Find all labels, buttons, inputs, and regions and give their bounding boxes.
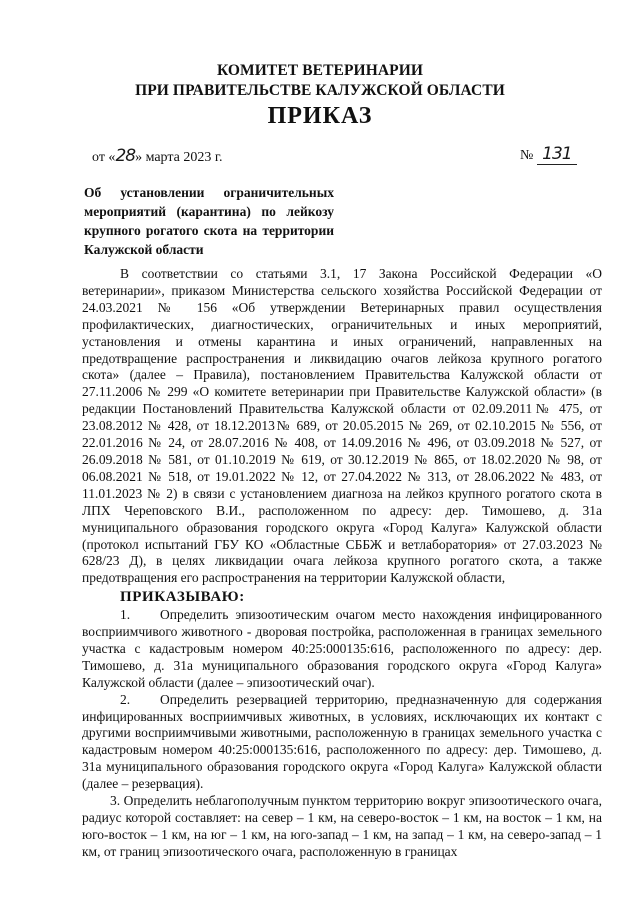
order-date	[92, 146, 223, 166]
org-name-line-1: КОМИТЕТ ВЕТЕРИНАРИИ	[216, 62, 424, 79]
item-text: Определить неблагополучным пунктом территорию вокруг эпизоотического очага, радиус которой составляет: на север – 1 км, на северо-восток – 1 км, на восток – 1 км, на юго-восток – 1 км, на юг – 1 км, на юго-запад – 1 км, на запад – 1 км, на северо-запад – 1 км, от границ эпизоотического очага, расположенную в границах	[82, 793, 603, 859]
number-label: №	[520, 148, 534, 163]
order-item-3	[82, 793, 602, 861]
order-item-1	[82, 607, 602, 692]
item-number: 1.	[120, 607, 131, 623]
date-day-handwritten: 28	[115, 146, 136, 166]
org-name-line-2: ПРИ ПРАВИТЕЛЬСТВЕ КАЛУЖСКОЙ ОБЛАСТИ	[135, 82, 505, 99]
preamble-paragraph: В соответствии со статьями 3.1, 17 Закона Российской Федерации «О ветеринарии», приказом Министерства сельского хозяйства Российской Федерации от 24.03.2021 № 156 «Об утверждении Ветеринарных правил осуществления профилактических, диагностических, ограничительных и иных мероприятий, установления и отмены карантина и иных ограничений, направленных на предотвращение распространения и ликвидацию очагов лейкоза крупного рогатого скота» (далее – Правила), постановлением Правительства Калужской области от 27.11.2006 № 299 «О комитете ветеринарии при Правительстве Калужской области» (в редакции Постановлений Правительства Калужской области от 02.09.2011№ 475, от 23.08.2012 № 428, от 18.12.2013№ 689, от 20.05.2015 № 269, от 02.10.2015 № 556, от 22.01.2016 № 24, от 28.07.2016 № 408, от 14.09.2016 № 496, от 03.09.2018 № 527, от 26.09.2018 № 581, от 01.10.2019 № 619, от 30.12.2019 № 865, от 18.02.2020 № 98, от 06.08.2021 № 518, от 19.01.2022 № 12, от 27.04.2022 № 313, от 28.06.2022 № 483, от 11.01.2023 № 2) в связи с установлением диагноза на лейкоз крупного рогатого скота в ЛПХ Череповского В.И., расположенном по адресу: дер. Тимошево, д. 31а муниципального образования городского округа «Город Калуга» Калужской области (протокол испытаний ГБУ КО «Областные СББЖ и ветлаборатория» от 27.03.2023 № 628/23 Д), в целях ликвидации очага лейкоза крупного рогатого скота, а также предотвращения его распространения на территории Калужской области,	[82, 266, 602, 586]
order-subject: Об установлении ограничительных мероприятий (карантина) по лейкозу крупного рогатого скота на территории Калужской области	[84, 185, 334, 257]
order-number	[520, 144, 577, 165]
order-item-2	[82, 692, 602, 793]
order-body	[82, 266, 602, 861]
item-text: Определить резервацией территорию, предназначенную для содержания инфицированных восприимчивых животных, в условиях, исключающих их контакт с другими восприимчивыми животными, расположенную в границах земельного участка с кадастровым номером 40:25:000135:616, расположенного по адресу: дер. Тимошево, д. 31а муниципального образования городского округа «Город Калуга» Калужской области (далее – резервация).	[82, 691, 602, 792]
item-text: Определить эпизоотическим очагом место нахождения инфицированного восприимчивого животного - дворовая постройка, расположенная в границах земельного участка с кадастровым номером 40:25:000135:616, расположенного по адресу: дер. Тимошево, д. 31а муниципального образования городского округа «Город Калуга» Калужской области (далее – эпизоотический очаг).	[82, 607, 602, 690]
date-prefix: от «	[92, 150, 116, 165]
order-keyword: ПРИКАЗЫВАЮ:	[120, 589, 245, 606]
number-value-handwritten: 131	[537, 144, 577, 165]
document-title: ПРИКАЗ	[267, 103, 373, 129]
item-number: 3.	[110, 793, 121, 809]
item-number: 2.	[120, 691, 131, 707]
date-suffix: » марта 2023 г.	[135, 150, 223, 165]
